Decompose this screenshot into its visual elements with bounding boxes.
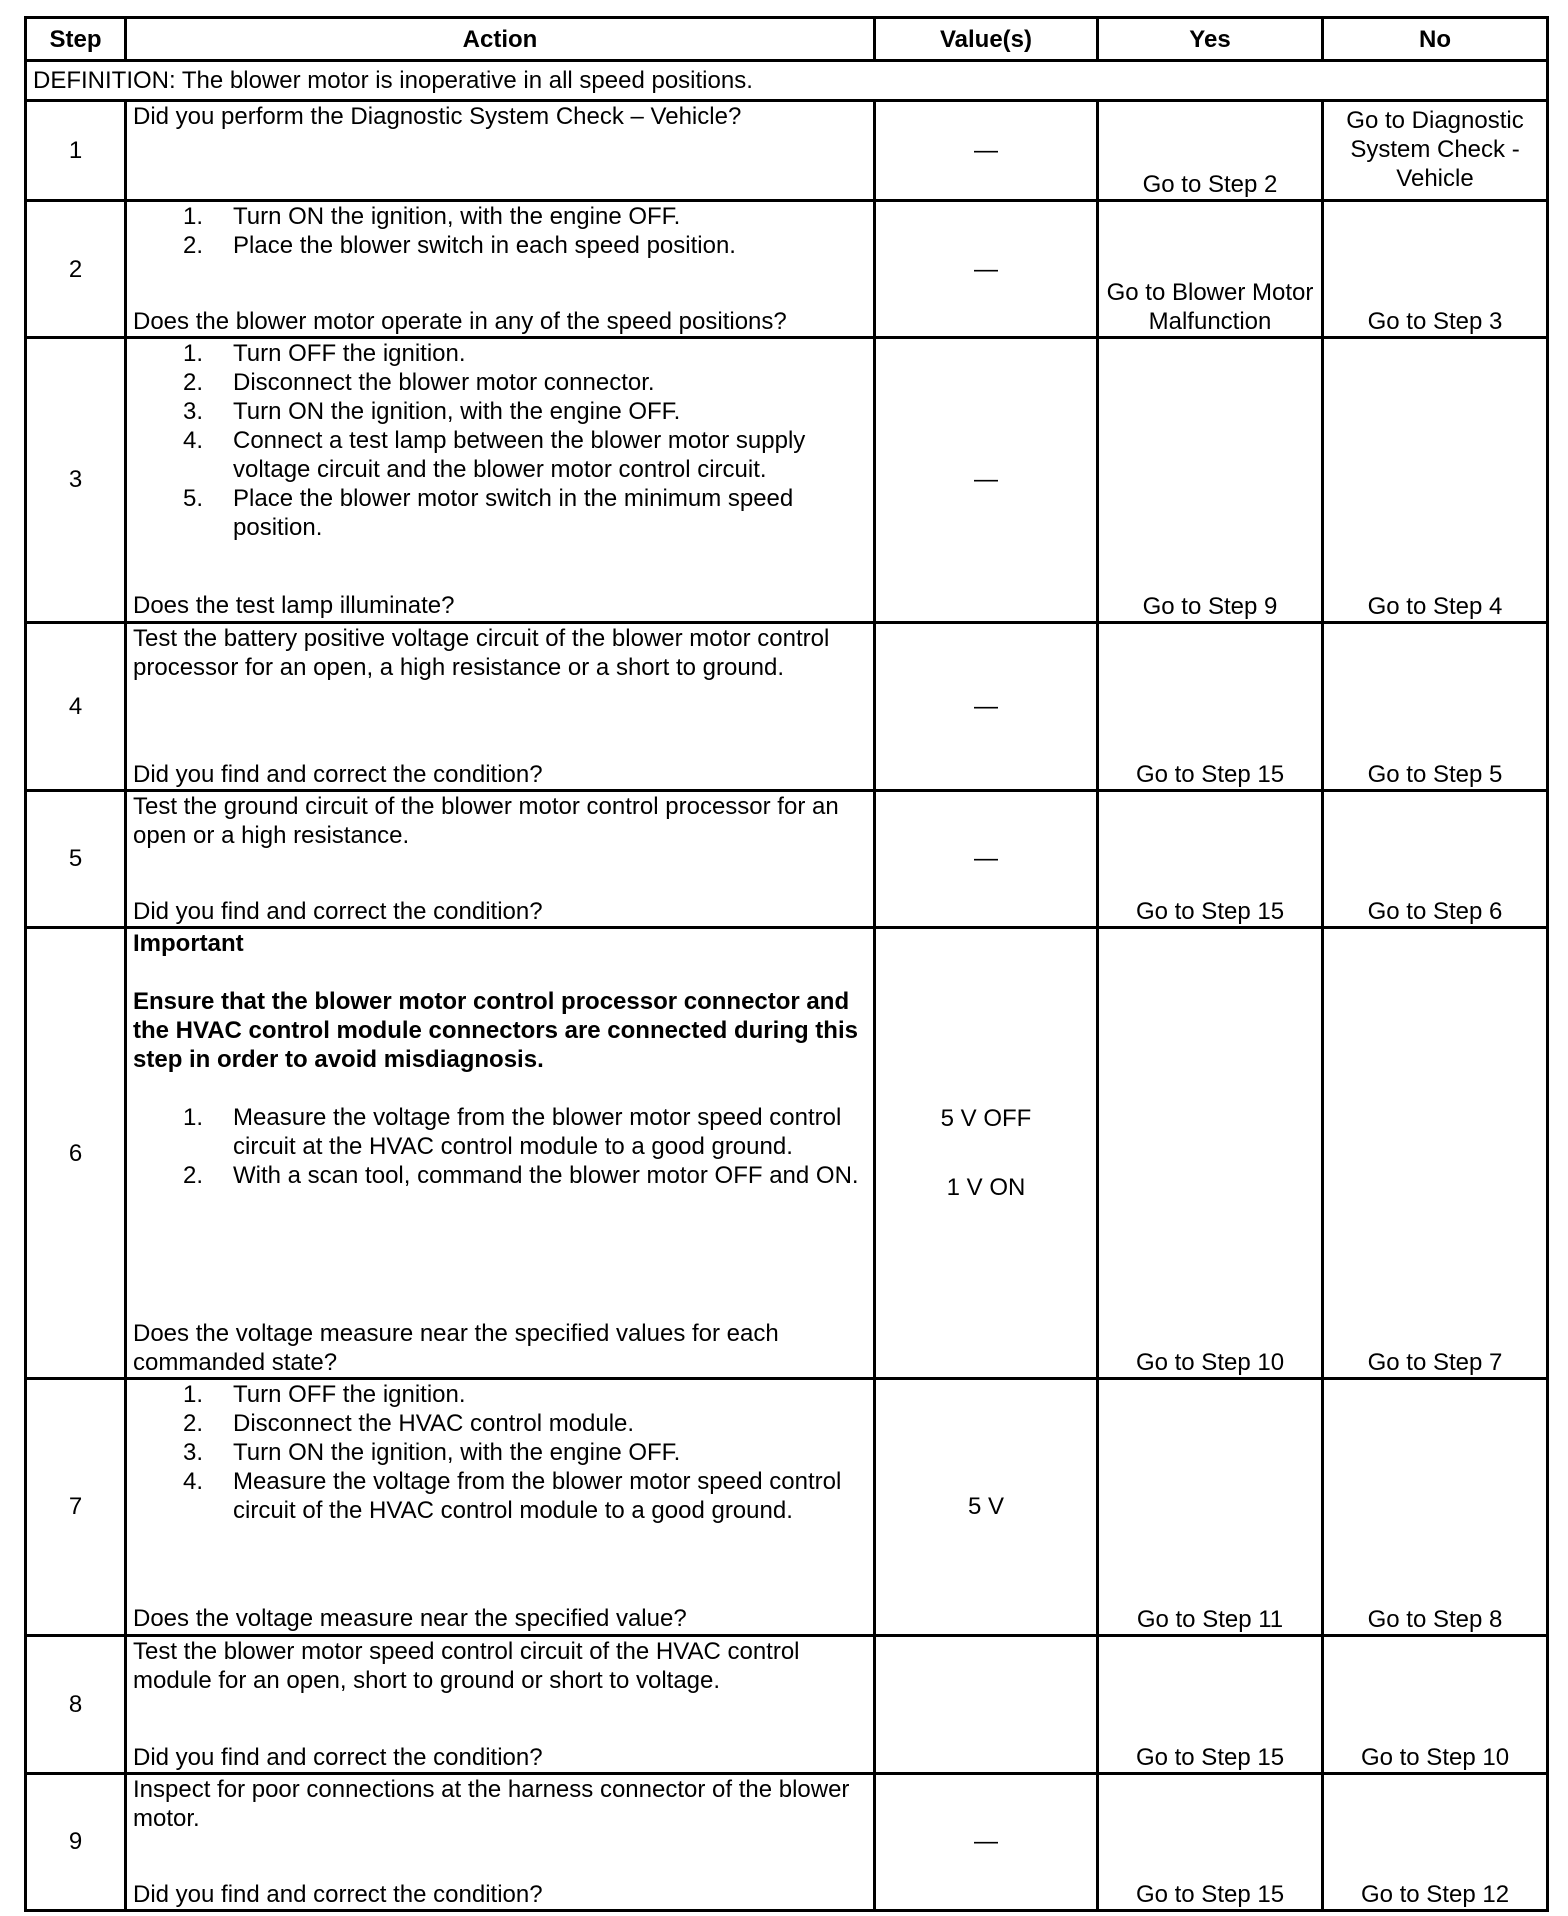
table-row bbox=[26, 201, 1548, 338]
yes-cell: Go to Step 11 bbox=[1098, 1379, 1323, 1635]
value-cell: — bbox=[875, 622, 1098, 790]
action-list bbox=[133, 1380, 867, 1525]
list-item: Turn ON the ignition, with the engine OFF. bbox=[233, 1439, 681, 1467]
action-text: Inspect for poor connections at the harness connector of the blower motor. bbox=[133, 1775, 850, 1832]
header-no: No bbox=[1323, 18, 1548, 61]
list-item: Turn ON the ignition, with the engine OFF. bbox=[233, 203, 681, 231]
value-cell: — bbox=[875, 790, 1098, 927]
list-item: Turn OFF the ignition. bbox=[233, 1381, 466, 1409]
list-item: Measure the voltage from the blower motor speed control circuit of the HVAC control module to a good ground. bbox=[233, 1468, 842, 1525]
definition-text: DEFINITION: The blower motor is inoperative in all speed positions. bbox=[26, 61, 1548, 101]
action-question: Does the test lamp illuminate? bbox=[133, 592, 455, 620]
value-off: 5 V OFF bbox=[940, 1105, 1032, 1133]
action-question: Did you find and correct the condition? bbox=[133, 897, 543, 925]
header-yes: Yes bbox=[1098, 18, 1323, 61]
action-cell bbox=[126, 1773, 875, 1910]
list-item: Place the blower motor switch in the minimum speed position. bbox=[233, 485, 794, 542]
action-cell bbox=[126, 790, 875, 927]
value-cell bbox=[875, 1635, 1098, 1773]
action-list bbox=[133, 1103, 867, 1190]
action-question: Did you find and correct the condition? bbox=[133, 760, 543, 788]
step-number: 3 bbox=[26, 338, 126, 622]
step-number: 6 bbox=[26, 927, 126, 1378]
important-text: Ensure that the blower motor control processor connector and the HVAC control module connectors are connected during this step in order to avoid misdiagnosis. bbox=[133, 987, 858, 1073]
action-cell bbox=[126, 1379, 875, 1635]
no-cell: Go to Step 3 bbox=[1323, 201, 1548, 338]
table-row bbox=[26, 1773, 1548, 1910]
no-cell: Go to Step 5 bbox=[1323, 622, 1548, 790]
table-row bbox=[26, 927, 1548, 1378]
step-number: 8 bbox=[26, 1635, 126, 1773]
action-cell bbox=[126, 101, 875, 201]
definition-row bbox=[26, 61, 1548, 101]
step-number: 1 bbox=[26, 101, 126, 201]
header-step: Step bbox=[26, 18, 126, 61]
value-cell bbox=[875, 927, 1098, 1378]
action-cell bbox=[126, 338, 875, 622]
value-cell: — bbox=[875, 1773, 1098, 1910]
yes-cell: Go to Step 15 bbox=[1098, 1635, 1323, 1773]
no-cell: Go to Step 6 bbox=[1323, 790, 1548, 927]
action-text: Test the ground circuit of the blower motor control processor for an open or a high resistance. bbox=[133, 792, 839, 849]
header-row bbox=[26, 18, 1548, 61]
no-cell: Go to Step 8 bbox=[1323, 1379, 1548, 1635]
header-action: Action bbox=[126, 18, 875, 61]
yes-cell: Go to Step 15 bbox=[1098, 790, 1323, 927]
action-list bbox=[133, 202, 867, 260]
action-question: Did you perform the Diagnostic System Check – Vehicle? bbox=[133, 103, 742, 131]
yes-cell: Go to Step 2 bbox=[1098, 101, 1323, 201]
list-item: With a scan tool, command the blower motor OFF and ON. bbox=[233, 1161, 859, 1189]
value-cell: — bbox=[875, 338, 1098, 622]
step-number: 9 bbox=[26, 1773, 126, 1910]
list-item: Turn OFF the ignition. bbox=[233, 340, 466, 368]
list-item: Connect a test lamp between the blower motor supply voltage circuit and the blower motor control circuit. bbox=[233, 427, 806, 484]
no-cell: Go to Step 4 bbox=[1323, 338, 1548, 622]
table-row bbox=[26, 622, 1548, 790]
action-question: Did you find and correct the condition? bbox=[133, 1743, 543, 1771]
list-item: Disconnect the blower motor connector. bbox=[233, 369, 655, 397]
step-number: 7 bbox=[26, 1379, 126, 1635]
table-row bbox=[26, 101, 1548, 201]
step-number: 5 bbox=[26, 790, 126, 927]
action-question: Did you find and correct the condition? bbox=[133, 1880, 543, 1908]
yes-cell: Go to Step 15 bbox=[1098, 1773, 1323, 1910]
step-number: 4 bbox=[26, 622, 126, 790]
action-question: Does the voltage measure near the specified values for each commanded state? bbox=[133, 1319, 779, 1376]
important-label: Important bbox=[133, 929, 244, 957]
action-text: Test the blower motor speed control circuit of the HVAC control module for an open, short to ground or short to voltage. bbox=[133, 1637, 800, 1694]
action-list bbox=[133, 339, 867, 542]
table-row bbox=[26, 1635, 1548, 1773]
yes-cell: Go to Step 9 bbox=[1098, 338, 1323, 622]
action-cell bbox=[126, 1635, 875, 1773]
action-cell bbox=[126, 201, 875, 338]
value-cell: — bbox=[875, 201, 1098, 338]
diagnostic-table bbox=[24, 16, 1549, 1912]
action-question: Does the blower motor operate in any of the speed positions? bbox=[133, 308, 787, 336]
action-cell bbox=[126, 927, 875, 1378]
no-cell: Go to Step 12 bbox=[1323, 1773, 1548, 1910]
table-row bbox=[26, 338, 1548, 622]
list-item: Disconnect the HVAC control module. bbox=[233, 1410, 635, 1438]
value-cell: — bbox=[875, 101, 1098, 201]
list-item: Place the blower switch in each speed position. bbox=[233, 232, 736, 260]
action-text: Test the battery positive voltage circuit of the blower motor control processor for an open, a high resistance or a short to ground. bbox=[133, 624, 830, 681]
yes-cell: Go to Step 15 bbox=[1098, 622, 1323, 790]
value-cell: 5 V bbox=[875, 1379, 1098, 1635]
yes-cell: Go to Step 10 bbox=[1098, 927, 1323, 1378]
yes-cell: Go to Blower Motor Malfunction bbox=[1098, 201, 1323, 338]
table-row bbox=[26, 790, 1548, 927]
no-cell: Go to Diagnostic System Check - Vehicle bbox=[1323, 101, 1548, 201]
list-item: Measure the voltage from the blower motor speed control circuit at the HVAC control module to a good ground. bbox=[233, 1103, 842, 1160]
list-item: Turn ON the ignition, with the engine OFF. bbox=[233, 398, 681, 426]
value-on: 1 V ON bbox=[946, 1174, 1026, 1202]
action-cell bbox=[126, 622, 875, 790]
no-cell: Go to Step 10 bbox=[1323, 1635, 1548, 1773]
step-number: 2 bbox=[26, 201, 126, 338]
table-row bbox=[26, 1379, 1548, 1635]
header-values: Value(s) bbox=[875, 18, 1098, 61]
no-cell: Go to Step 7 bbox=[1323, 927, 1548, 1378]
action-question: Does the voltage measure near the specified value? bbox=[133, 1605, 687, 1633]
